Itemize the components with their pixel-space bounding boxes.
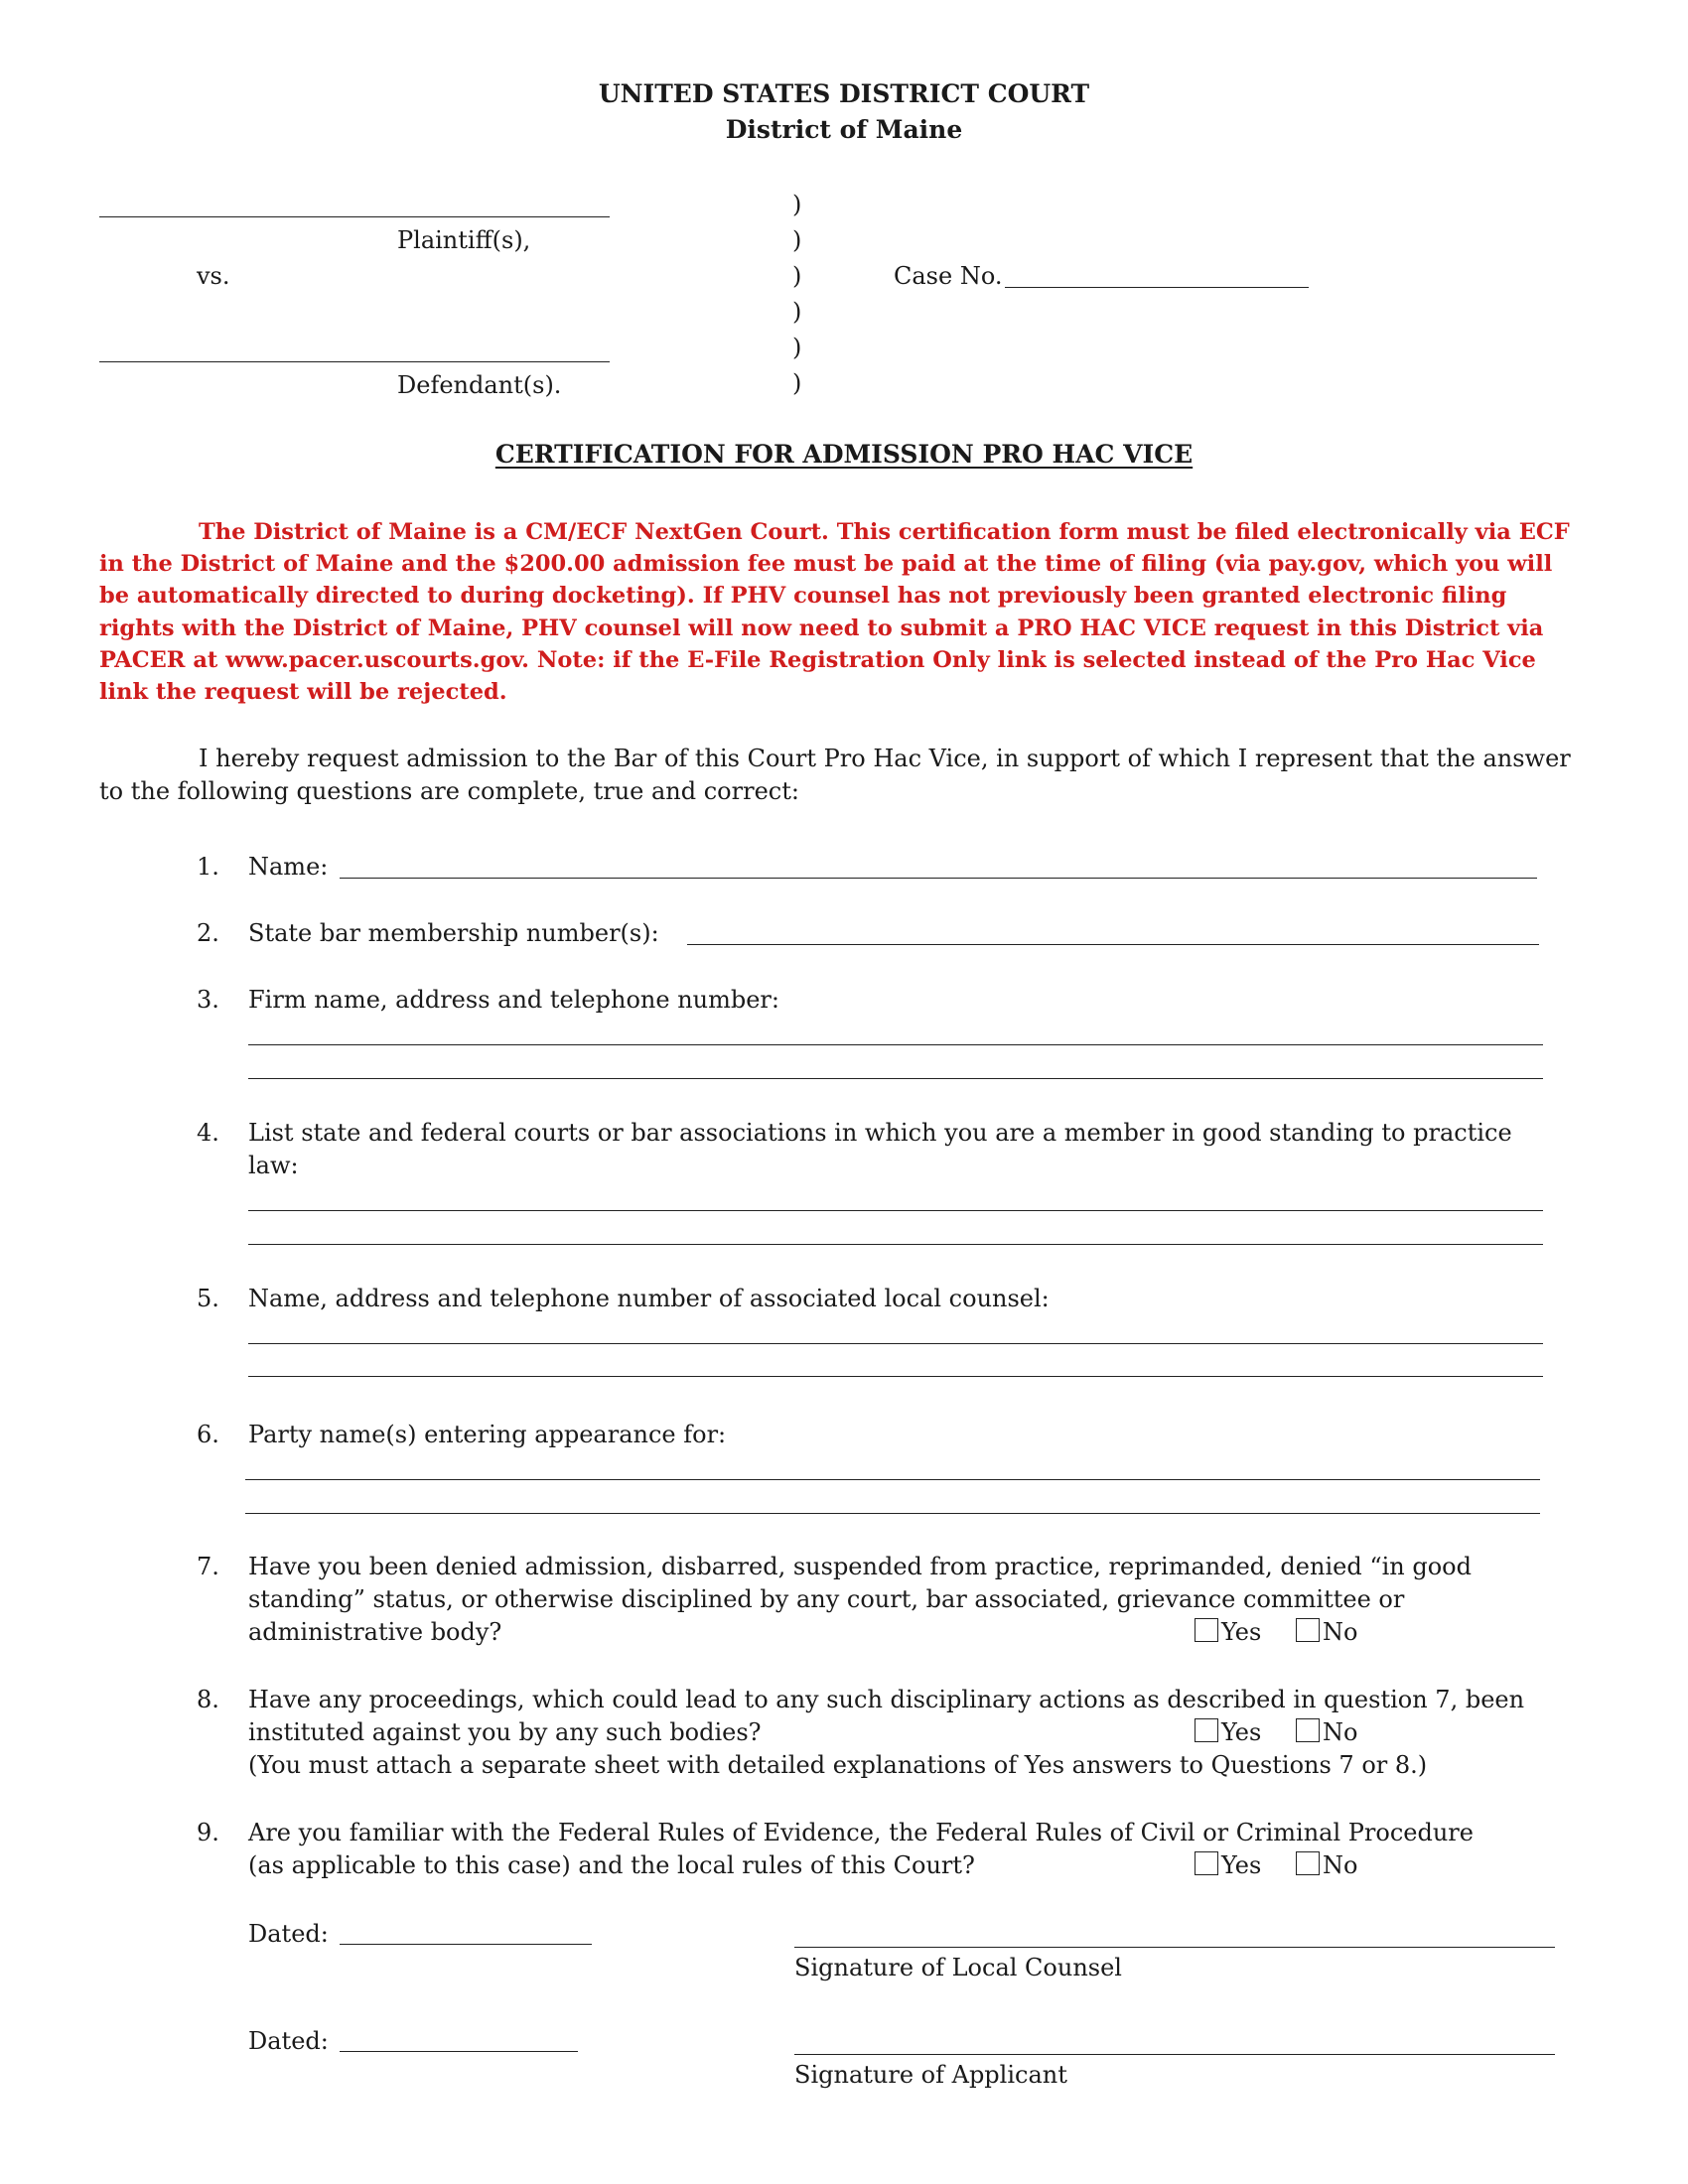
defendant-line[interactable] [99, 361, 610, 362]
party-field-line-2[interactable] [245, 1513, 1540, 1514]
dated-field-local[interactable] [340, 1944, 592, 1945]
applicant-signature-line[interactable] [794, 2054, 1555, 2055]
question-courts-label-line1: List state and federal courts or bar associations in which you are a member in good standing to practice [248, 1119, 1512, 1147]
courts-field-line-1[interactable] [248, 1210, 1543, 1211]
firm-field-line-2[interactable] [248, 1078, 1543, 1079]
intro-text: I hereby request admission to the Bar of this Court Pro Hac Vice, in support of which I represent that the answer to the following questions are complete, true and correct: [99, 745, 1571, 805]
firm-field-line-1[interactable] [248, 1044, 1543, 1045]
caption-paren: ) [792, 226, 802, 254]
caption-paren: ) [792, 262, 802, 290]
efiling-notice [99, 516, 1584, 708]
dated-field-applicant[interactable] [340, 2051, 578, 2052]
q9-no-label: No [1323, 1851, 1358, 1879]
q9-yes-checkbox[interactable] [1195, 1851, 1218, 1875]
party-field-line-1[interactable] [245, 1479, 1540, 1480]
question-discipline-line1: Have you been denied admission, disbarred, suspended from practice, reprimanded, denied “in good [248, 1553, 1472, 1580]
question-firm-label: Firm name, address and telephone number: [248, 986, 779, 1014]
vs-label: vs. [197, 262, 230, 290]
question-party-label: Party name(s) entering appearance for: [248, 1421, 727, 1448]
dated-label-local: Dated: [248, 1920, 329, 1948]
q7-no-label: No [1323, 1618, 1358, 1646]
question-proceedings-line1: Have any proceedings, which could lead to any such disciplinary actions as described in question 7, been [248, 1686, 1525, 1713]
question-local-counsel-label: Name, address and telephone number of associated local counsel: [248, 1285, 1050, 1312]
question-number: 3. [197, 986, 219, 1014]
question-rules-line1: Are you familiar with the Federal Rules of Evidence, the Federal Rules of Civil or Criminal Procedure [248, 1819, 1474, 1846]
q7-yes-checkbox[interactable] [1195, 1618, 1218, 1642]
plaintiff-line[interactable] [99, 216, 610, 217]
q8-no-checkbox[interactable] [1296, 1718, 1320, 1742]
question-bar-number-label: State bar membership number(s): [248, 919, 659, 947]
q7-yes-label: Yes [1221, 1618, 1262, 1646]
dated-label-applicant: Dated: [248, 2027, 329, 2055]
name-field[interactable] [340, 878, 1537, 879]
bar-number-field[interactable] [687, 944, 1539, 945]
question-number: 9. [197, 1819, 219, 1846]
case-no-field[interactable] [1005, 287, 1309, 288]
question-name-label: Name: [248, 853, 329, 881]
question-number: 1. [197, 853, 219, 881]
caption-paren: ) [792, 334, 802, 361]
plaintiff-label: Plaintiff(s), [397, 226, 531, 254]
district-name: District of Maine [725, 115, 963, 144]
caption-paren: ) [792, 369, 802, 397]
question-number: 2. [197, 919, 219, 947]
efiling-notice-text: The District of Maine is a CM/ECF NextGen Court. This certification form must be filed electronically via ECF in the District of Maine and the $200.00 admission fee must be paid at the time of filing (via pay.gov, which you will be automatically directed to during docketing). If PHV counsel has not previously been granted electronic filing rights with the District of Maine, PHV counsel will now need to submit a PRO HAC VICE request in this District via PACER at www.pacer.uscourts.gov. Note: if the E-File Registration Only link is selected instead of the Pro Hac Vice link the request will be rejected. [99, 519, 1570, 706]
q8-no-label: No [1323, 1718, 1358, 1746]
local-counsel-signature-label: Signature of Local Counsel [794, 1954, 1122, 1981]
court-name: UNITED STATES DISTRICT COURT [598, 79, 1090, 108]
question-proceedings-line3: (You must attach a separate sheet with detailed explanations of Yes answers to Questions 7 or 8.) [248, 1751, 1428, 1779]
question-courts-label-line2: law: [248, 1152, 299, 1179]
question-rules-line2: (as applicable to this case) and the local rules of this Court? [248, 1851, 975, 1879]
form-title-wrap [0, 440, 1688, 469]
form-title: CERTIFICATION FOR ADMISSION PRO HAC VICE [494, 440, 1194, 469]
defendant-label: Defendant(s). [397, 371, 562, 399]
q8-yes-label: Yes [1221, 1718, 1262, 1746]
question-proceedings-line2: instituted against you by any such bodies? [248, 1718, 762, 1746]
question-number: 8. [197, 1686, 219, 1713]
case-no-label: Case No. [894, 262, 1003, 290]
courts-field-line-2[interactable] [248, 1244, 1543, 1245]
intro-paragraph [99, 743, 1584, 808]
local-counsel-field-line-2[interactable] [248, 1376, 1543, 1377]
local-counsel-field-line-1[interactable] [248, 1343, 1543, 1344]
q9-yes-label: Yes [1221, 1851, 1262, 1879]
caption-paren: ) [792, 298, 802, 326]
applicant-signature-label: Signature of Applicant [794, 2061, 1067, 2089]
q8-yes-checkbox[interactable] [1195, 1718, 1218, 1742]
question-number: 7. [197, 1553, 219, 1580]
question-discipline-line2: standing” status, or otherwise disciplined by any court, bar associated, grievance committee or [248, 1585, 1405, 1613]
question-discipline-line3: administrative body? [248, 1618, 502, 1646]
question-number: 4. [197, 1119, 219, 1147]
q7-no-checkbox[interactable] [1296, 1618, 1320, 1642]
local-counsel-signature-line[interactable] [794, 1947, 1555, 1948]
caption-paren: ) [792, 191, 802, 218]
q9-no-checkbox[interactable] [1296, 1851, 1320, 1875]
question-number: 5. [197, 1285, 219, 1312]
question-number: 6. [197, 1421, 219, 1448]
